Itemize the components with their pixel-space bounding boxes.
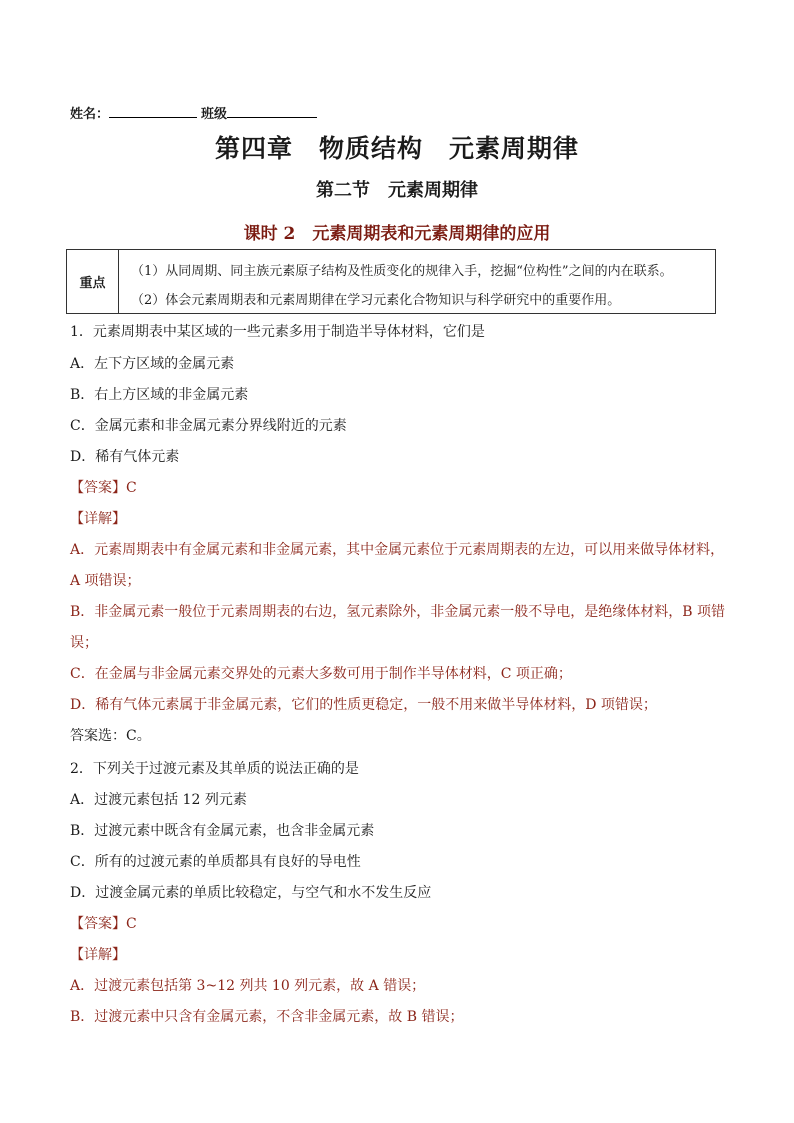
name-blank[interactable] — [109, 105, 197, 118]
q2-option-c: C．所有的过渡元素的单质都具有良好的导电性 — [70, 854, 361, 870]
name-label: 姓名： — [70, 107, 110, 122]
q1-explanation-b: B．非金属元素一般位于元素周期表的右边，氢元素除外，非金属元素一般不导电，是绝缘体材料，B 项错 — [70, 604, 726, 620]
q1-explanation-b-cont: 误； — [70, 635, 98, 651]
q1-explanation-a-cont: A 项错误； — [70, 573, 141, 589]
class-blank[interactable] — [227, 105, 317, 118]
q2-answer: 【答案】C — [70, 916, 137, 932]
chapter-title: 第四章 物质结构 元素周期律 — [214, 134, 579, 163]
q1-option-c: C．金属元素和非金属元素分界线附近的元素 — [70, 418, 347, 434]
q1-explanation-d: D．稀有气体元素属于非金属元素，它们的性质更稳定，一般不用来做半导体材料，D 项错误； — [70, 697, 657, 713]
q2-option-b: B．过渡元素中既含有金属元素，也含非金属元素 — [70, 823, 375, 839]
name-class-line — [70, 103, 317, 122]
q1-stem: 1．元素周期表中某区域的一些元素多用于制造半导体材料，它们是 — [70, 324, 485, 340]
key-points-heading: 重点 — [67, 250, 119, 313]
key-points-box — [66, 249, 716, 314]
q2-stem: 2．下列关于过渡元素及其单质的说法正确的是 — [70, 761, 359, 777]
q2-detail-label: 【详解】 — [70, 947, 126, 963]
q2-explanation-a: A．过渡元素包括第 3~12 列共 10 列元素，故 A 错误； — [70, 978, 426, 994]
q1-explanation-c: C．在金属与非金属元素交界处的元素大多数可用于制作半导体材料，C 项正确； — [70, 666, 572, 682]
q1-option-b: B．右上方区域的非金属元素 — [70, 387, 249, 403]
key-point-1: （1）从同周期、同主族元素原子结构及性质变化的规律入手，挖掘“位构性”之间的内在联系。 — [131, 264, 673, 279]
key-point-2: （2）体会元素周期表和元素周期律在学习元素化合物知识与科学研究中的重要作用。 — [131, 293, 621, 308]
q2-explanation-b: B．过渡元素中只含有金属元素，不含非金属元素，故 B 错误； — [70, 1009, 464, 1025]
q1-option-a: A．左下方区域的金属元素 — [70, 356, 235, 372]
q1-option-d: D．稀有气体元素 — [70, 449, 180, 465]
section-title: 第二节 元素周期律 — [316, 180, 478, 201]
q1-answer: 【答案】C — [70, 480, 137, 496]
class-label: 班级 — [201, 107, 228, 122]
lesson-title: 课时 2 元素周期表和元素周期律的应用 — [243, 224, 551, 244]
q1-detail-label: 【详解】 — [70, 511, 126, 527]
q2-option-a: A．过渡元素包括 12 列元素 — [70, 792, 247, 808]
q1-explanation-a: A．元素周期表中有金属元素和非金属元素，其中金属元素位于元素周期表的左边，可以用来做导体材料， — [70, 542, 725, 558]
q1-conclusion: 答案选：C。 — [70, 728, 151, 744]
q2-option-d: D．过渡金属元素的单质比较稳定，与空气和水不发生反应 — [70, 885, 432, 901]
